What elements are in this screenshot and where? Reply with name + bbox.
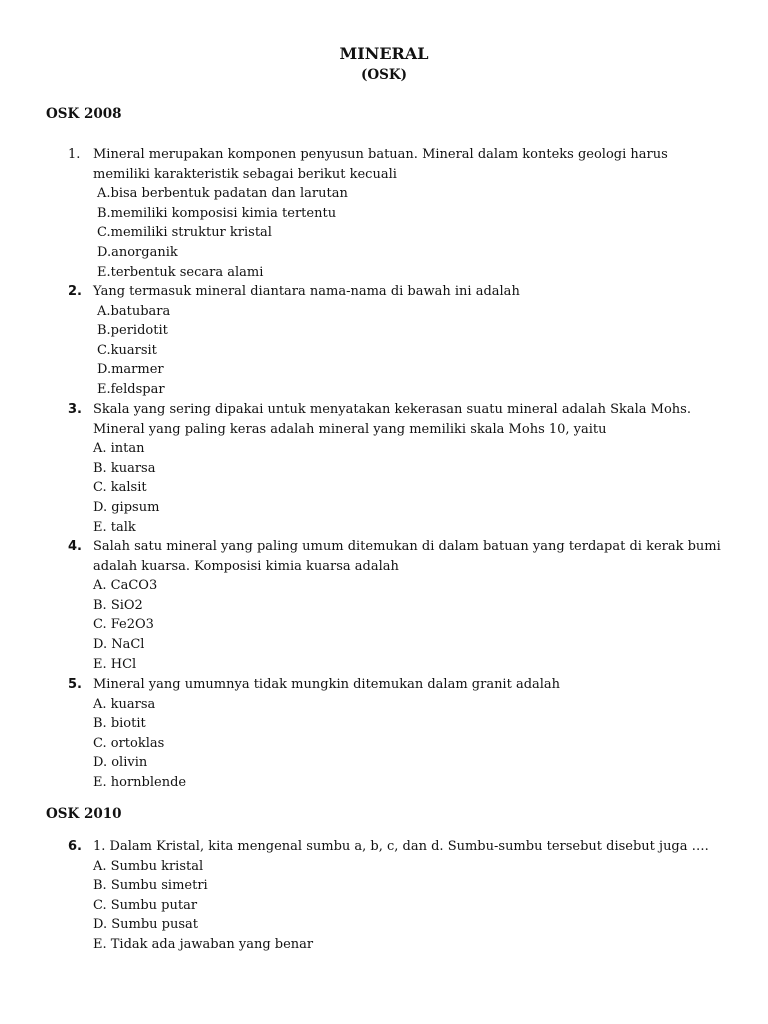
- answer-option-d: D.marmer: [97, 362, 164, 378]
- question-number: 1.: [68, 147, 81, 162]
- question-number: 4.: [68, 539, 82, 554]
- question-text: [93, 837, 733, 857]
- question-text: [93, 282, 733, 302]
- question-text-line: Mineral merupakan komponen penyusun batuan. Mineral dalam konteks geologi harus: [93, 147, 668, 162]
- question-text-line: Skala yang sering dipakai untuk menyatakan kekerasan suatu mineral adalah Skala Mohs.: [93, 402, 691, 417]
- document-subtitle: (OSK): [360, 67, 408, 83]
- answer-option-e: E. Tidak ada jawaban yang benar: [93, 936, 314, 952]
- answer-option-e: E.terbentuk secara alami: [97, 264, 264, 280]
- answer-option-d: D. Sumbu pusat: [93, 917, 198, 933]
- question-text-line: 1. Dalam Kristal, kita mengenal sumbu a, b, c, dan d. Sumbu-sumbu tersebut disebut juga ….: [93, 839, 709, 854]
- answer-option-d: D. olivin: [93, 755, 148, 771]
- question-text-line: Yang termasuk mineral diantara nama-nama di bawah ini adalah: [93, 284, 520, 299]
- answer-option-e: E. talk: [93, 519, 136, 535]
- answer-options: [0, 857, 768, 955]
- answer-option-a: A.batubara: [97, 303, 171, 319]
- answer-options: [0, 184, 768, 282]
- question-text: [93, 675, 733, 695]
- answer-option-b: B.peridotit: [97, 323, 168, 339]
- question-4: [0, 537, 768, 674]
- answer-options: [0, 439, 768, 537]
- question-6: [0, 837, 768, 955]
- answer-option-b: B. biotit: [93, 716, 146, 732]
- answer-option-b: B. SiO2: [93, 597, 143, 613]
- answer-option-a: A.bisa berbentuk padatan dan larutan: [97, 186, 348, 202]
- question-text-line: Mineral yang paling keras adalah mineral yang memiliki skala Mohs 10, yaitu: [93, 421, 607, 437]
- answer-option-c: C. Sumbu putar: [93, 897, 198, 913]
- answer-option-e: E. HCl: [93, 656, 137, 672]
- answer-option-d: D. gipsum: [93, 499, 160, 515]
- answer-option-d: D.anorganik: [97, 244, 178, 260]
- section-heading-osk-2008: OSK 2008: [46, 106, 122, 122]
- question-number: 2.: [68, 284, 82, 299]
- question-text-line: adalah kuarsa. Komposisi kimia kuarsa adalah: [93, 558, 399, 574]
- answer-option-c: C. Fe2O3: [93, 617, 154, 633]
- answer-option-a: A. intan: [93, 441, 145, 457]
- answer-option-c: C.memiliki struktur kristal: [97, 225, 272, 241]
- question-text: [93, 145, 733, 184]
- answer-option-b: B. kuarsa: [93, 460, 156, 476]
- question-2: [0, 282, 768, 400]
- question-text: [93, 400, 733, 439]
- answer-option-e: E. hornblende: [93, 774, 187, 790]
- answer-option-c: C. ortoklas: [93, 735, 165, 751]
- document-title: MINERAL: [339, 44, 429, 63]
- answer-option-e: E.feldspar: [97, 381, 165, 397]
- answer-option-a: A. Sumbu kristal: [93, 858, 204, 874]
- question-text-line: Salah satu mineral yang paling umum ditemukan di dalam batuan yang terdapat di kerak bumi: [93, 539, 721, 554]
- answer-option-a: A. CaCO3: [93, 578, 158, 594]
- question-3: [0, 400, 768, 537]
- answer-options: [0, 576, 768, 674]
- question-number: 5.: [68, 677, 82, 692]
- question-number: 3.: [68, 402, 82, 417]
- answer-option-b: B.memiliki komposisi kimia tertentu: [97, 205, 337, 221]
- answer-option-a: A. kuarsa: [93, 696, 156, 712]
- answer-options: [0, 695, 768, 793]
- question-text-line: Mineral yang umumnya tidak mungkin ditemukan dalam granit adalah: [93, 677, 561, 692]
- answer-option-d: D. NaCl: [93, 636, 145, 652]
- answer-option-c: C. kalsit: [93, 480, 147, 496]
- question-5: [0, 675, 768, 793]
- question-1: [0, 145, 768, 282]
- question-text-line: memiliki karakteristik sebagai berikut kecuali: [93, 166, 397, 182]
- question-number: 6.: [68, 839, 82, 854]
- answer-options: [0, 302, 768, 400]
- question-text: [93, 537, 733, 576]
- section-heading-osk-2010: OSK 2010: [46, 806, 122, 822]
- answer-option-c: C.kuarsit: [97, 342, 157, 358]
- answer-option-b: B. Sumbu simetri: [93, 878, 208, 894]
